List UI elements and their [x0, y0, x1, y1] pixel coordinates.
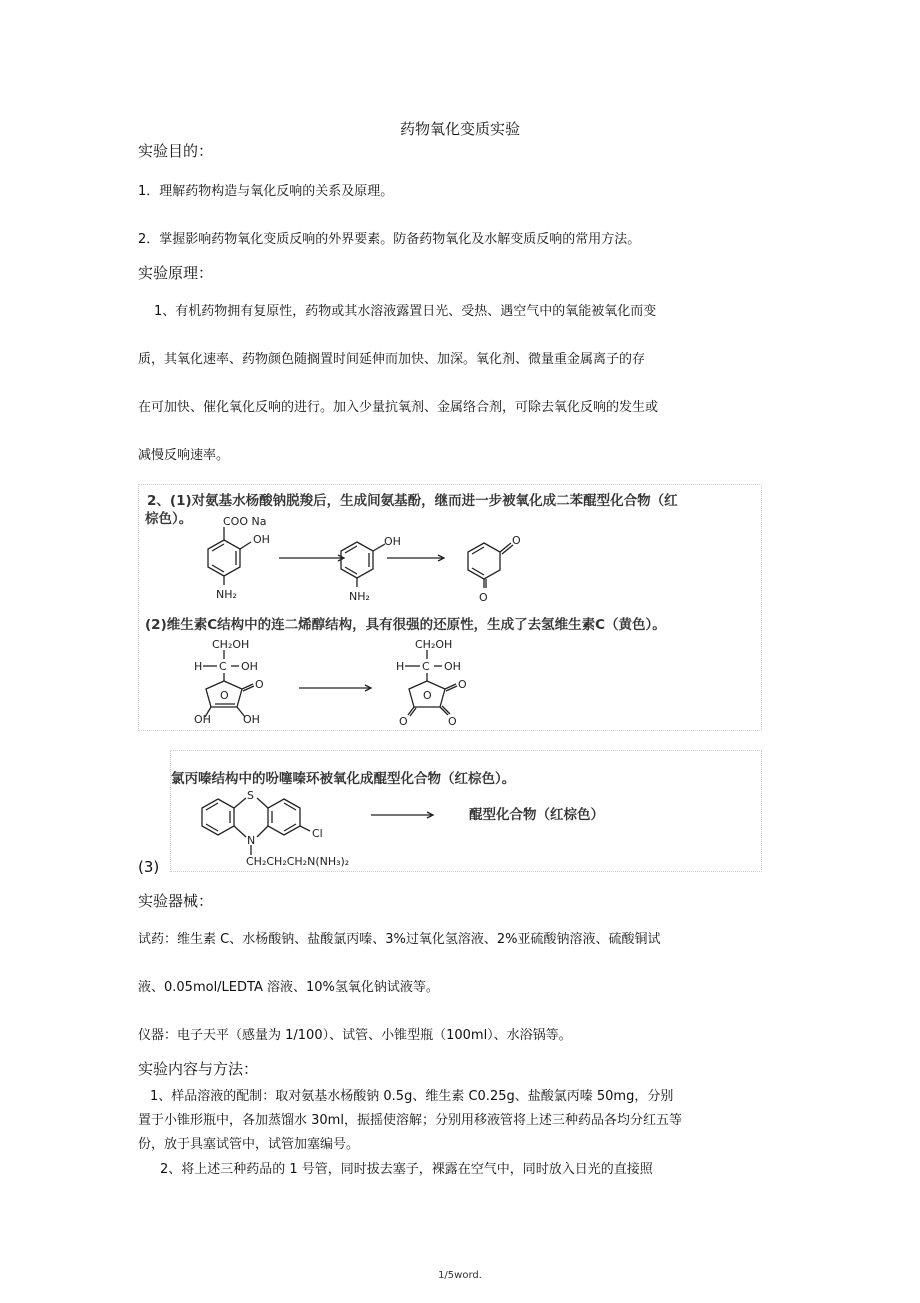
- figure2-line1: 氯丙嗪结构中的吩噻嗪环被氧化成醌型化合物（红棕色）。: [171, 771, 516, 787]
- reagents-line: 液、0.05mol/LEDTA 溶液、10%氢氧化钠试液等。: [138, 980, 439, 995]
- purpose-heading: 实验目的：: [138, 142, 214, 160]
- h-label: H: [194, 660, 203, 673]
- figure1-line3: (2)维生素C结构中的连二烯醇结构，具有很强的还原性，生成了去氢维生素C（黄色）。: [145, 617, 666, 633]
- oh-label: OH: [243, 713, 260, 726]
- reaction-figure-2: [170, 750, 762, 872]
- coona-label: COO Na: [223, 515, 267, 528]
- principle-heading: 实验原理：: [138, 264, 214, 282]
- oh-label: OH: [241, 660, 258, 673]
- n-label: N: [247, 834, 256, 847]
- reagents-line: 试药：维生素 C、水杨酸钠、盐酸氯丙嗪、3%过氧化氢溶液、2%亚硫酸钠溶液、硫酸铜试: [138, 932, 661, 947]
- quinone-product-label: 醌型化合物（红棕色）: [469, 807, 604, 823]
- figure-number-label: (3): [138, 858, 160, 876]
- benzene-ring: [202, 799, 234, 835]
- o-label: O: [423, 689, 432, 702]
- cl-label: Cl: [312, 827, 323, 840]
- o-label: O: [255, 678, 264, 691]
- oh-label: OH: [384, 535, 401, 548]
- oh-label: OH: [444, 660, 461, 673]
- purpose-item: 2．掌握影响药物氧化变质反响的外界要素。防备药物氧化及水解变质反响的常用方法。: [138, 232, 641, 247]
- o-label: O: [458, 678, 467, 691]
- instruments-line: 仪器：电子天平（感量为 1/100）、试管、小锥型瓶（100ml）、水浴锅等。: [138, 1028, 572, 1043]
- o-label: O: [512, 534, 521, 547]
- page-title: 药物氧化变质实验: [399, 120, 520, 138]
- method-line: 置于小锥形瓶中，各加蒸馏水 30ml，振摇使溶解；分别用移液管将上述三种药品各均分红五等: [138, 1113, 682, 1128]
- o-label: O: [220, 689, 229, 702]
- purpose-item: 1．理解药物构造与氧化反响的关系及原理。: [138, 184, 394, 199]
- method-line: 2、将上述三种药品的 1 号管，同时拔去塞子，裸露在空气中，同时放入日光的直接照: [160, 1162, 653, 1177]
- o-label: O: [448, 715, 457, 728]
- reaction-figure-1: [138, 484, 762, 731]
- method-line: 1、样品溶液的配制：取对氨基水杨酸钠 0.5g、维生素 C0.25g、盐酸氯丙嗪 50mg，分别: [150, 1089, 674, 1104]
- benzene-ring: [341, 542, 373, 578]
- principle-line: 1、有机药物拥有复原性，药物或其水溶液露置日光、受热、遇空气中的氧能被氧化而变: [154, 304, 657, 319]
- oh-label: OH: [194, 713, 211, 726]
- nh2-label: NH₂: [349, 590, 370, 603]
- c-label: C: [219, 660, 227, 673]
- o-label: O: [479, 591, 488, 604]
- side-chain-label: CH₂CH₂CH₂N(NH₃)₂: [246, 855, 350, 868]
- equipment-heading: 实验器械：: [138, 892, 214, 910]
- principle-line: 减慢反响速率。: [138, 448, 230, 463]
- figure1-line2: 棕色）。: [145, 511, 193, 527]
- benzene-ring: [208, 540, 240, 576]
- o-label: O: [399, 715, 408, 728]
- chlorpromazine-scheme-svg: [171, 751, 761, 871]
- principle-line: 质，其氧化速率、药物颜色随搁置时间延伸而加快、加深。氧化剂、微量重金属离子的存: [138, 352, 646, 367]
- h-label: H: [396, 660, 405, 673]
- method-heading: 实验内容与方法：: [138, 1060, 259, 1078]
- method-line: 份，放于具塞试管中，试管加塞编号。: [138, 1137, 360, 1152]
- reaction-schemes-svg: [139, 485, 761, 730]
- quinone-ring: [468, 543, 500, 579]
- figure1-line1: 2、(1)对氨基水杨酸钠脱羧后，生成间氨基酚，继而进一步被氧化成二苯醌型化合物（红: [147, 493, 678, 509]
- principle-line: 在可加快、催化氧化反响的进行。加入少量抗氧剂、金属络合剂，可除去氧化反响的发生或: [138, 400, 659, 415]
- s-label: S: [247, 789, 254, 802]
- benzene-ring: [268, 799, 300, 835]
- ch2oh-label: CH₂OH: [415, 638, 453, 651]
- ch2oh-label: CH₂OH: [212, 638, 250, 651]
- oh-label: OH: [253, 533, 270, 546]
- c-label: C: [422, 660, 430, 673]
- page-footer: 1/5word.: [438, 1270, 482, 1281]
- nh2-label: NH₂: [216, 588, 237, 601]
